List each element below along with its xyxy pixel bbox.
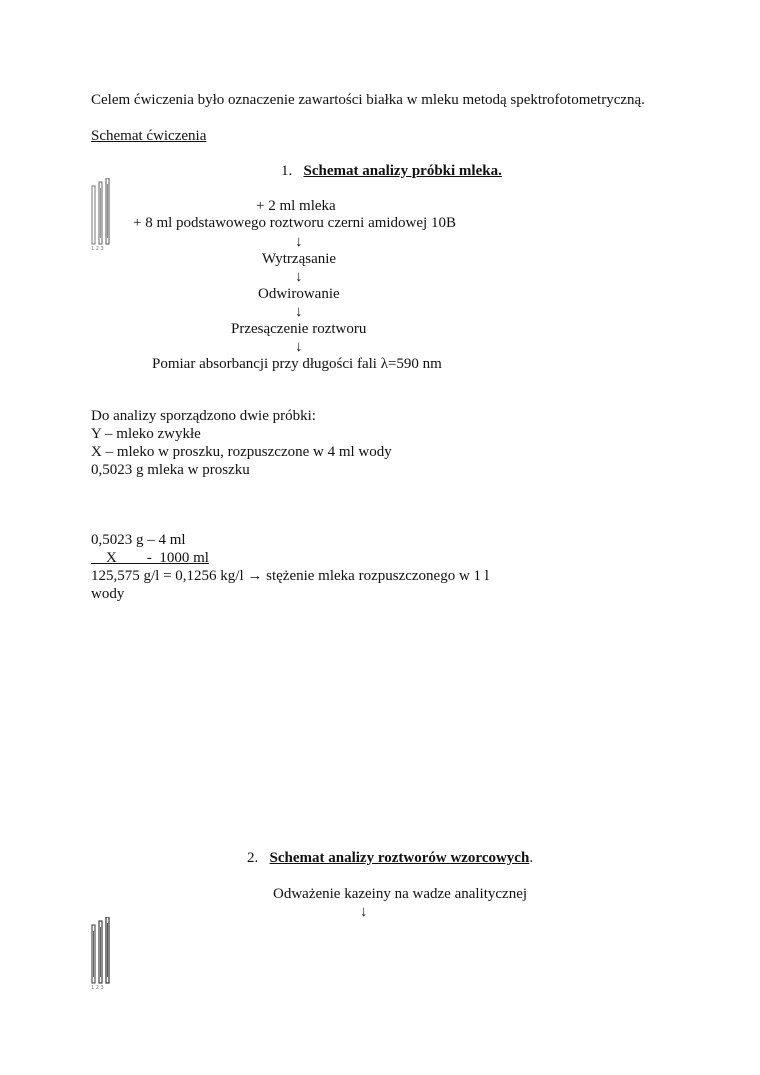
section1-title: Schemat analizy próbki mleka. [303,163,502,179]
flow-arrow: ↓ [295,269,303,285]
sample-y: Y – mleko zwykłe [91,426,201,442]
svg-text:1 2 3: 1 2 3 [91,985,104,989]
step-shaking: Wytrząsanie [262,251,337,267]
step-absorbance: Pomiar absorbancji przy długości fali λ=590 nm [152,356,442,372]
section1-number: 1. [281,163,293,179]
flow-arrow: ↓ [295,304,303,320]
step-add-reagent: + 8 ml podstawowego roztworu czerni amidowej 10B [133,215,456,231]
sample-x: X – mleko w proszku, rozpuszczone w 4 ml wody [91,444,392,460]
test-tubes-image [90,178,114,250]
calc-line-3: 125,575 g/l = 0,1256 kg/l → stężenie mleka rozpuszczonego w 1 l [91,568,489,584]
step-add-milk: + 2 ml mleka [256,198,336,214]
svg-text:1 2 3: 1 2 3 [91,246,104,250]
section2-heading [247,849,533,867]
flow-arrow: ↓ [360,904,368,920]
test-tubes-image [90,917,114,989]
calc-line-4: wody [91,586,125,602]
calc-line-2: X - 1000 ml [91,550,209,566]
calc-line-1: 0,5023 g – 4 ml [91,532,186,548]
flow-arrow: ↓ [295,339,303,355]
sample-mass: 0,5023 g mleka w proszku [91,462,250,478]
step-weigh-casein: Odważenie kazeiny na wadze analitycznej [273,886,528,902]
samples-intro: Do analizy sporządzono dwie próbki: [91,408,316,424]
section2-title: Schemat analizy roztworów wzorcowych [269,850,530,866]
step-filtration: Przesączenie roztworu [231,321,367,337]
section2-title-suffix: . [529,850,534,866]
section2-number: 2. [247,850,259,866]
intro-text: Celem ćwiczenia było oznaczenie zawartości białka w mleku metodą spektrofotometryczną. [91,92,645,108]
section1-heading [281,162,502,180]
flow-arrow: ↓ [295,234,303,250]
step-centrifuge: Odwirowanie [258,286,340,302]
schema-heading: Schemat ćwiczenia [91,128,207,144]
